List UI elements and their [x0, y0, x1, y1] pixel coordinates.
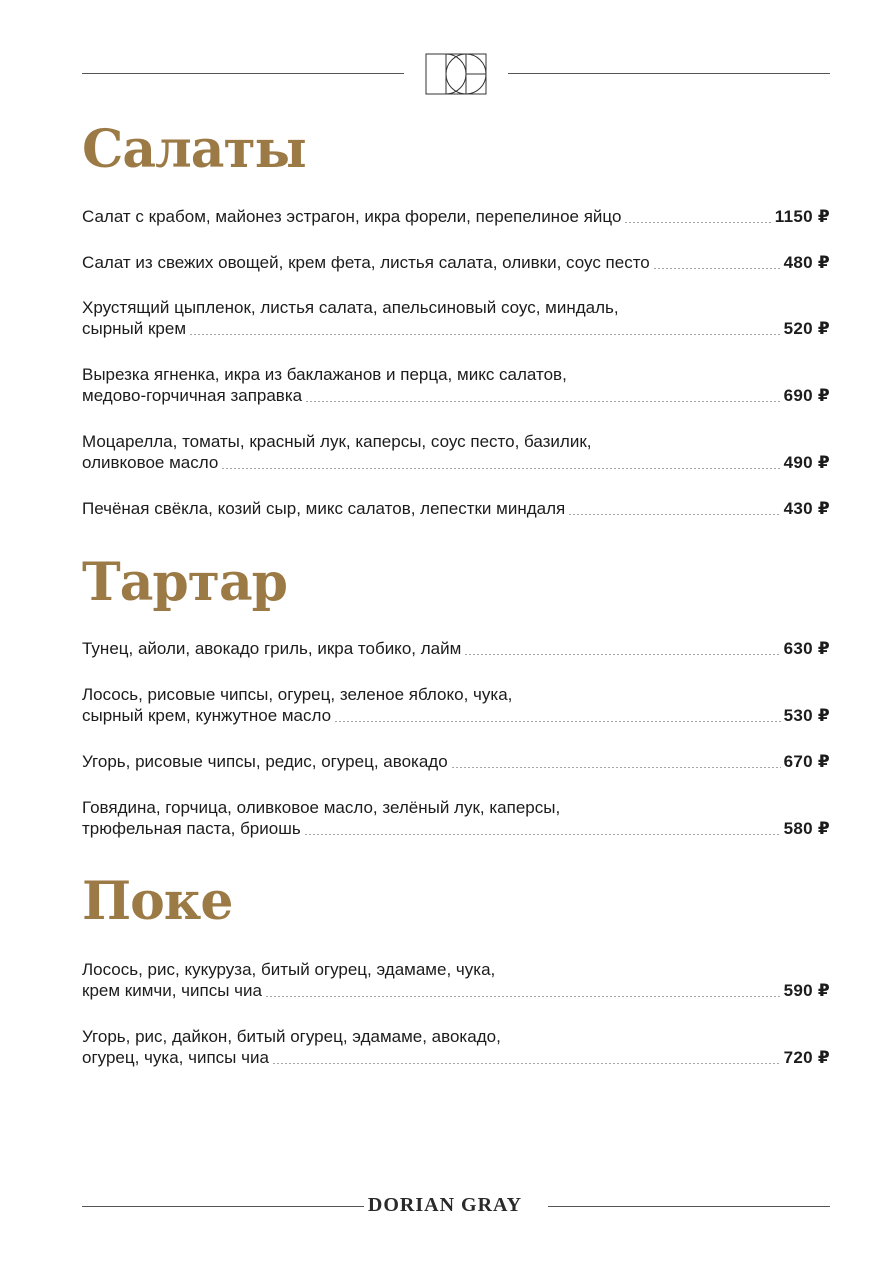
item-description-line1: Вырезка ягненка, икра из баклажанов и перца, микс салатов,: [82, 365, 567, 384]
leader-dots: [653, 268, 781, 269]
item-description-line2: сырный крем, кунжутное масло: [82, 706, 332, 725]
section-title: Салаты: [82, 119, 306, 180]
leader-dots: [265, 996, 781, 997]
item-description-line2: сырный крем: [82, 319, 187, 338]
leader-dots: [189, 334, 781, 335]
item-description-line1: Говядина, горчица, оливковое масло, зелёный лук, каперсы,: [82, 798, 561, 817]
menu-item: [82, 498, 830, 519]
leader-dots: [451, 767, 781, 768]
item-description-line1: Хрустящий цыпленок, листья салата, апельсиновый соус, миндаль,: [82, 298, 619, 317]
section-tartare: [82, 553, 830, 613]
top-rule-left: [82, 73, 404, 74]
item-price: 630 ₽: [783, 639, 830, 658]
menu-item: [82, 364, 830, 406]
leader-dots: [305, 401, 780, 402]
menu-item: [82, 206, 830, 227]
item-description: Печёная свёкла, козий сыр, микс салатов, лепестки миндаля: [82, 499, 566, 518]
item-price: 1150 ₽: [774, 207, 830, 226]
item-price: 720 ₽: [783, 1048, 830, 1067]
menu-item: [82, 252, 830, 273]
menu-item: [82, 751, 830, 772]
item-price: 490 ₽: [783, 453, 830, 472]
item-description-line1: Лосось, рис, кукуруза, битый огурец, эдамаме, чука,: [82, 960, 496, 979]
section-title: Тартар: [82, 552, 288, 613]
item-description: Салат с крабом, майонез эстрагон, икра форели, перепелиное яйцо: [82, 207, 622, 226]
item-price: 590 ₽: [783, 981, 830, 1000]
section-title: Поке: [82, 871, 233, 932]
leader-dots: [334, 721, 781, 722]
leader-dots: [464, 654, 780, 655]
menu-item: [82, 431, 830, 473]
leader-dots: [624, 222, 771, 223]
item-description-line2: крем кимчи, чипсы чиа: [82, 981, 262, 1000]
item-description-line2: оливковое масло: [82, 453, 219, 472]
item-description-line1: Угорь, рис, дайкон, битый огурец, эдамаме, авокадо,: [82, 1027, 501, 1046]
item-description: Угорь, рисовые чипсы, редис, огурец, авокадо: [82, 752, 448, 771]
menu-item: [82, 797, 830, 839]
menu-item: [82, 638, 830, 659]
menu-item: [82, 297, 830, 339]
item-price: 580 ₽: [783, 819, 830, 838]
item-description: Тунец, айоли, авокадо гриль, икра тобико, лайм: [82, 639, 462, 658]
item-price: 530 ₽: [783, 706, 830, 725]
item-price: 690 ₽: [783, 386, 830, 405]
item-description-line1: Моцарелла, томаты, красный лук, каперсы, соус песто, базилик,: [82, 432, 592, 451]
menu-item: [82, 1026, 830, 1068]
item-price: 670 ₽: [783, 752, 830, 771]
item-description-line2: трюфельная паста, бриошь: [82, 819, 301, 838]
leader-dots: [221, 468, 780, 469]
item-price: 480 ₽: [783, 253, 830, 272]
menu-item: [82, 959, 830, 1001]
item-price: 520 ₽: [783, 319, 830, 338]
leader-dots: [304, 834, 781, 835]
section-poke: [82, 872, 830, 932]
leader-dots: [568, 514, 780, 515]
brand-name: DORIAN GRAY: [367, 1194, 523, 1216]
item-description-line2: медово-горчичная заправка: [82, 386, 303, 405]
item-description-line1: Лосось, рисовые чипсы, огурец, зеленое яблоко, чука,: [82, 685, 513, 704]
section-salads: [82, 120, 830, 180]
dg-monogram-icon: [424, 52, 488, 96]
leader-dots: [272, 1063, 781, 1064]
top-rule-right: [508, 73, 830, 74]
menu-item: [82, 684, 830, 726]
item-description: Салат из свежих овощей, крем фета, листья салата, оливки, соус песто: [82, 253, 650, 272]
item-description-line2: огурец, чука, чипсы чиа: [82, 1048, 269, 1067]
item-price: 430 ₽: [783, 499, 830, 518]
